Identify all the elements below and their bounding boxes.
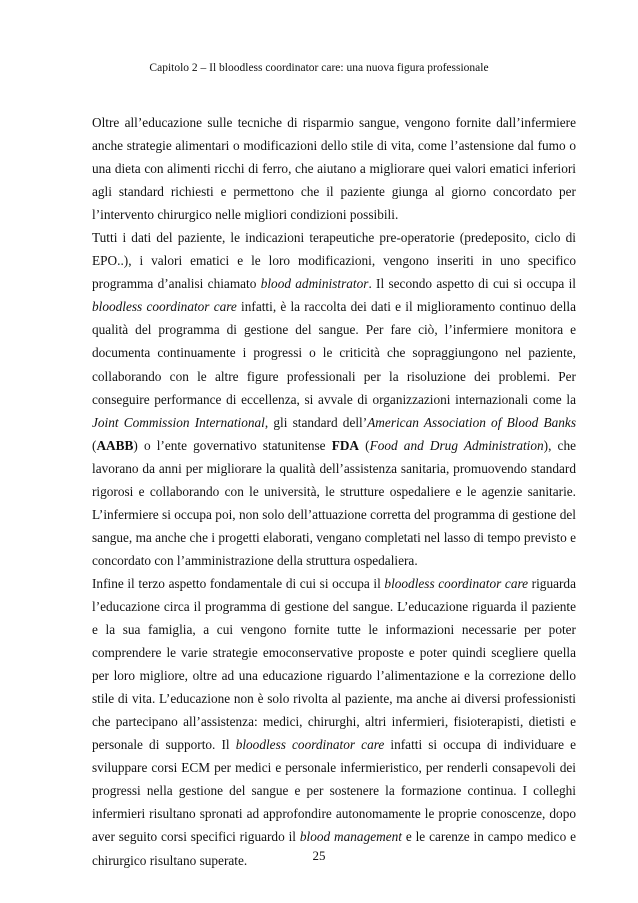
text-run: (: [92, 437, 97, 453]
text-run: (: [359, 437, 370, 453]
text-run: Oltre all’educazione sulle tecniche di risparmio sangue, vengono fornite dall’infermiere anche strategie alimentari o modificazioni dello stile di vita, come l’astensione dal fumo o una dieta con alimenti ricchi di ferro, che aiutano a migliorare quei valori ematici inferiori agli standard richiesti e permettono che il paziente giunga al giorno concordato per l’intervento chirurgico nelle migliori condizioni possibili.: [92, 115, 576, 223]
italic-text: bloodless coordinator care: [235, 737, 385, 753]
text-run: infatti si occupa di individuare e sviluppare corsi ECM per medici e personale infermieristico, per renderli consapevoli dei progressi nella gestione del sangue e per sostenere la formazione continua. I colleghi infermieri risultano spronati ad approfondire autonomamente le proprie conoscenze, dopo aver seguito corsi specifici riguardo il: [92, 737, 576, 845]
italic-text: Food and Drug Administration: [369, 437, 544, 453]
italic-text: bloodless coordinator care: [92, 299, 237, 315]
text-run: riguarda l’educazione circa il programma di gestione del sangue. L’educazione riguarda il paziente e la sua famiglia, a cui vengono fornite tutte le informazioni necessarie per poter comprendere le varie strategie emoconservative proposte e poter quindi scegliere quella per loro migliore, oltre ad una educazione riguardo l’alimentazione e la correzione dello stile di vita. L’educazione non è solo rivolta al paziente, ma anche ai diversi professionisti che partecipano all’assistenza: medici, chirurghi, altri infermieri, fisioterapisti, dietisti e personale di supporto. Il: [92, 575, 576, 753]
bold-text: FDA: [331, 437, 360, 453]
text-run: infatti, è la raccolta dei dati e il miglioramento continuo della qualità del programma di gestione del sangue. Per fare ciò, l’infermiere monitora e documenta continuamente i progressi o le criticità che sopraggiungono nel paziente, collaborando con le altre figure professionali per la risoluzione dei problemi. Per conseguire performance di eccellenza, si avvale di organizzazioni internazionali come la: [92, 299, 576, 407]
text-run: Infine il terzo aspetto fondamentale di cui si occupa il: [92, 575, 385, 591]
text-run: e le carenze in campo medico e chirurgico risultano superate.: [92, 829, 576, 868]
text-run: . Il secondo aspetto di cui si occupa il: [368, 276, 576, 292]
paragraph-1: [92, 111, 576, 226]
text-run: ) o l’ente governativo statunitense: [133, 437, 332, 453]
text-run: , gli standard dell’: [264, 414, 368, 430]
italic-text: American Association of Blood Banks: [367, 414, 576, 430]
page-number: 25: [312, 848, 326, 863]
italic-text: bloodless coordinator care: [384, 575, 529, 591]
italic-text: Joint Commission International: [92, 414, 265, 430]
italic-text: blood administrator: [260, 276, 369, 292]
text-run: Tutti i dati del paziente, le indicazioni terapeutiche pre-operatorie (predeposito, ciclo di EPO..), i valori ematici e le loro modificazioni, vengono inseriti in uno specifico programma d’analisi chiamato: [92, 230, 576, 292]
paragraph-3: [92, 572, 576, 872]
running-header: Capitolo 2 – Il bloodless coordinator care: una nuova figura professionale: [149, 62, 489, 74]
italic-text: blood management: [299, 829, 402, 845]
body-text: [92, 111, 576, 872]
paragraph-2: [92, 226, 576, 572]
bold-text: AABB: [96, 437, 134, 453]
text-run: ), che lavorano da anni per migliorare la qualità dell’assistenza sanitaria, promuovendo standard rigorosi e collaborando con le università, le strutture ospedaliere e le agenzie sanitarie. L’infermiere si occupa poi, non solo dell’attuazione corretta del programma di gestione del sangue, ma anche che i progetti elaborati, vengano completati nel lasso di tempo previsto e concordato con l’amministrazione della struttura ospedaliera.: [92, 437, 576, 568]
